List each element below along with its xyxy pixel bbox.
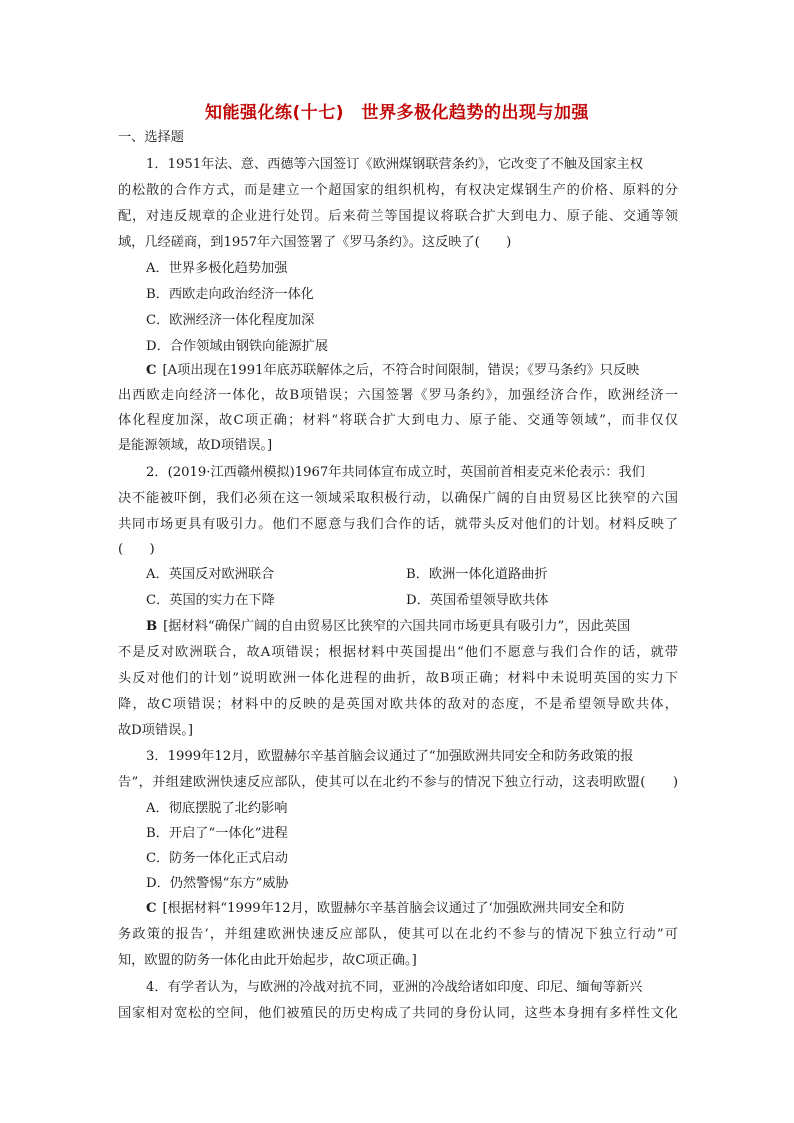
q1-stem-line: 1．1951年法、意、西德等六国签订《欧洲煤钢联营条约》，它改变了不触及国家主权 <box>146 157 643 172</box>
q2-option-a: A．英国反对欧洲联合 <box>146 567 275 582</box>
q2-explanation-line <box>146 617 678 637</box>
q2-option-d: D．英国希望领导欧共体 <box>406 593 549 608</box>
section-heading: 一、选择题 <box>118 130 184 145</box>
q1-stem-line: 配，对违反规章的企业进行处罚。后来荷兰等国提议将联合扩大到电力、原子能、交通等领 <box>118 209 678 224</box>
q2-option-b: B．欧洲一体化道路曲折 <box>406 567 548 582</box>
q1-explanation-line: 体化程度加深，故C项正确；材料“将联合扩大到电力、原子能、交通等领域”，而非仅仅 <box>118 413 678 428</box>
q2-explanation-text: [据材料“确保广阔的自由贸易区比狭窄的六国共同市场更具有吸引力”，因此英国 <box>163 619 631 634</box>
q1-explanation-text: [A项出现在1991年底苏联解体之后，不符合时间限制，错误；《罗马条约》只反映 <box>162 363 640 378</box>
q3-option-a: A．彻底摆脱了北约影响 <box>146 801 288 816</box>
page-title: 知能强化练(十七) 世界多极化趋势的出现与加强 <box>204 103 590 123</box>
q3-option-b: B．开启了“一体化”进程 <box>146 826 288 841</box>
q2-stem-line: ( ) <box>118 542 155 557</box>
q2-stem-line: 决不能被吓倒，我们必须在这一领域采取积极行动，以确保广阔的自由贸易区比狭窄的六国 <box>118 491 678 506</box>
q3-explanation-line: 知，欧盟的防务一体化由此开始起步，故C项正确。] <box>118 953 417 968</box>
q1-explanation-line: 是能源领域，故D项错误。] <box>118 438 273 453</box>
q3-stem-line: 告”，并组建欧洲快速反应部队，使其可以在北约不参与的情况下独立行动，这表明欧盟( ) <box>118 775 678 790</box>
q2-answer: B <box>146 619 158 634</box>
q3-option-c: C．防务一体化正式启动 <box>146 851 288 866</box>
q2-option-c: C．英国的实力在下降 <box>146 593 275 608</box>
q4-stem-line: 国家相对宽松的空间，他们被殖民的历史构成了共同的身份认同，这些本身拥有多样性文化 <box>118 1006 678 1021</box>
q2-stem-line: 共同市场更具有吸引力。他们不愿意与我们合作的话，就带头反对他们的计划。材料反映了 <box>118 517 678 532</box>
q3-explanation-line: 务政策的报告’，并组建欧洲快速反应部队，使其可以在北约不参与的情况下独立行动”可 <box>118 927 678 942</box>
q3-stem-line: 3．1999年12月，欧盟赫尔辛基首脑会议通过了“加强欧洲共同安全和防务政策的报 <box>146 749 634 764</box>
q3-answer: C <box>146 901 157 916</box>
q2-explanation-line: 头反对他们的计划”说明欧洲一体化进程的曲折，故B项正确；材料中未说明英国的实力下 <box>118 671 678 686</box>
q1-explanation-line <box>146 361 678 381</box>
q2-explanation-line: 不是反对欧洲联合，故A项错误；根据材料中英国提出“他们不愿意与我们合作的话，就带 <box>118 645 678 660</box>
q1-option-b: B．西欧走向政治经济一体化 <box>146 287 314 302</box>
q4-stem-line: 4．有学者认为，与欧洲的冷战对抗不同，亚洲的冷战给诸如印度、印尼、缅甸等新兴 <box>146 980 643 995</box>
q3-explanation-text: [根据材料“1999年12月，欧盟赫尔辛基首脑会议通过了‘加强欧洲共同安全和防 <box>162 901 625 916</box>
q2-explanation-line: 故D项错误。] <box>118 723 194 738</box>
q1-answer: C <box>146 363 157 378</box>
q2-stem-line: 2．(2019·江西赣州模拟)1967年共同体宣布成立时，英国前首相麦克米伦表示：我们 <box>146 465 645 480</box>
q1-option-a: A．世界多极化趋势加强 <box>146 261 288 276</box>
q1-explanation-line: 出西欧走向经济一体化，故B项错误；六国签署《罗马条约》，加强经济合作，欧洲经济一 <box>118 388 678 403</box>
q1-option-d: D．合作领域由钢铁向能源扩展 <box>146 339 329 354</box>
q3-explanation-line <box>146 899 678 919</box>
q1-stem-line: 的松散的合作方式，而是建立一个超国家的组织机构，有权决定煤钢生产的价格、原料的分 <box>118 183 678 198</box>
q3-option-d: D．仍然警惕“东方”威胁 <box>146 876 289 891</box>
q1-stem-line: 域，几经磋商，到1957年六国签署了《罗马条约》。这反映了( ) <box>118 235 512 250</box>
q2-explanation-line: 降，故C项错误；材料中的反映的是英国对欧共体的敌对的态度，不是希望领导欧共体， <box>118 697 678 712</box>
q1-option-c: C．欧洲经济一体化程度加深 <box>146 313 315 328</box>
